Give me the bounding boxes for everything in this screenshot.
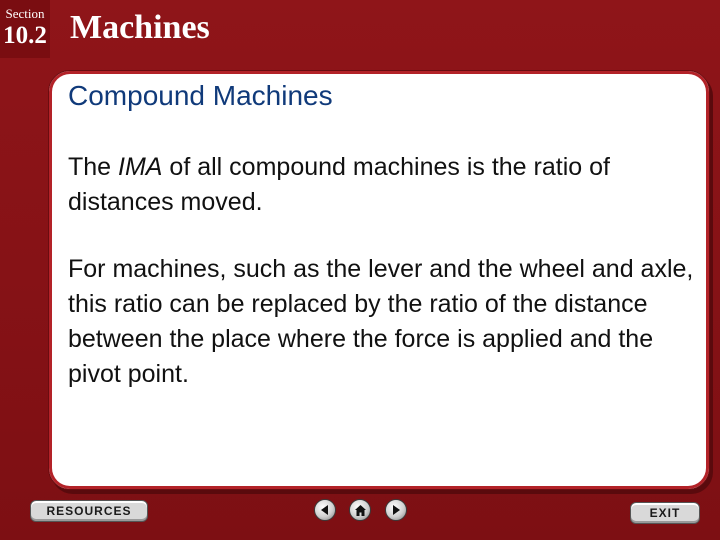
paragraph-ima-suffix: of all compound machines is the ratio of distances moved. <box>68 153 610 216</box>
previous-button[interactable] <box>314 499 336 521</box>
chapter-title: Machines <box>70 9 210 46</box>
paragraph-ima-prefix: The <box>68 153 119 181</box>
home-icon <box>354 504 367 517</box>
exit-button[interactable]: EXIT <box>630 502 700 524</box>
home-button[interactable] <box>349 499 371 521</box>
paragraph-lever: For machines, such as the lever and the wheel and axle, this ratio can be replaced by the ratio of the distance between the place where the force is applied and the pivot point. <box>68 255 694 388</box>
slide-heading: Compound Machines <box>68 80 333 111</box>
arrow-right-icon <box>390 504 402 516</box>
next-button[interactable] <box>385 499 407 521</box>
arrow-left-icon <box>319 504 331 516</box>
section-label: Section <box>5 6 45 21</box>
section-badge <box>0 0 50 58</box>
resources-button[interactable]: RESOURCES <box>30 500 148 522</box>
ima-term: IMA <box>118 153 163 181</box>
section-number: 10.2 <box>3 22 47 49</box>
paragraph-ima <box>68 150 693 220</box>
